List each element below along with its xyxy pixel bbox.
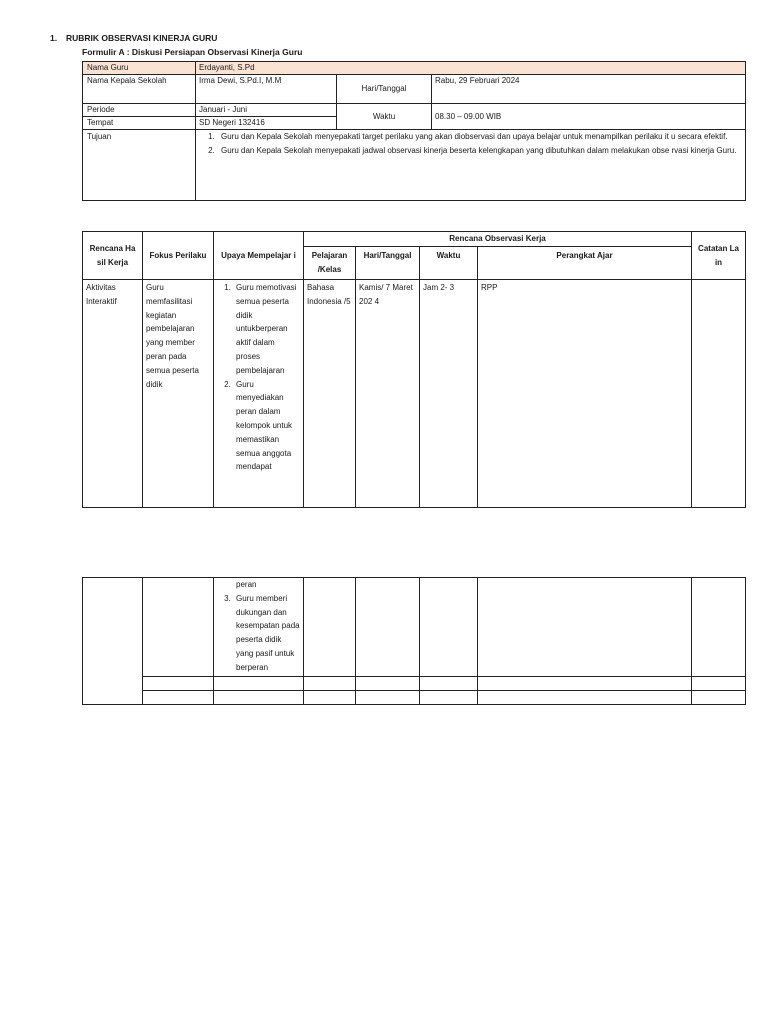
empty-cell	[143, 690, 214, 704]
tujuan-item: 2. Guru dan Kepala Sekolah menyepakati jadwal observasi kinerja beserta kelengkapan yang dibutuhkan dalam melakukan obse rvasi kinerja Guru.	[217, 144, 742, 158]
empty-cell	[304, 690, 356, 704]
table-row	[83, 62, 746, 75]
hari-tanggal-value: Rabu, 29 Februari 2024	[432, 75, 746, 104]
tujuan-item: 1. Guru dan Kepala Sekolah menyepakati target perilaku yang akan diobservasi dan upaya belajar untuk menampilkan perilaku it u secara efektif.	[217, 130, 742, 144]
upaya-cell	[214, 578, 304, 677]
table-row	[83, 130, 746, 201]
upaya-list	[217, 592, 300, 675]
fokus-cell	[143, 578, 214, 677]
kepala-sekolah-value: Irma Dewi, S.Pd.I, M.M	[196, 75, 337, 104]
hari-cell	[356, 578, 420, 677]
col-header-waktu: Waktu	[420, 247, 478, 280]
empty-cell	[356, 690, 420, 704]
pelajaran-cell: Bahasa Indonesia /5	[304, 280, 356, 508]
waktu-label: Waktu	[337, 104, 432, 130]
col-header-rencana-observasi: Rencana Observasi Kerja	[304, 232, 692, 247]
empty-cell	[420, 690, 478, 704]
table-row	[83, 280, 746, 508]
table-row	[83, 676, 746, 690]
form-subheading: Formulir A : Diskusi Persiapan Observasi Kinerja Guru	[82, 47, 303, 57]
upaya-list	[217, 281, 300, 474]
empty-cell	[692, 676, 746, 690]
perangkat-cell: RPP	[478, 280, 692, 508]
table-row	[83, 578, 746, 677]
waktu-cell	[420, 578, 478, 677]
table-row	[83, 104, 746, 117]
catatan-cell	[692, 280, 746, 508]
kepala-sekolah-label: Nama Kepala Sekolah	[83, 75, 196, 104]
col-header-hari: Hari/Tanggal	[356, 247, 420, 280]
tujuan-label: Tujuan	[83, 130, 196, 201]
empty-cell	[214, 690, 304, 704]
table-row	[83, 690, 746, 704]
upaya-cell	[214, 280, 304, 508]
fokus-cell: Guru memfasilitasi kegiatan pembelajaran yang member peran pada semua peserta didik	[143, 280, 214, 508]
hari-tanggal-label: Hari/Tanggal	[337, 75, 432, 104]
rencana-hasil-cell	[83, 578, 143, 705]
hari-cell: Kamis/ 7 Maret 202 4	[356, 280, 420, 508]
nama-guru-value: Erdayanti, S.Pd	[196, 62, 746, 75]
empty-cell	[692, 690, 746, 704]
empty-cell	[304, 676, 356, 690]
empty-cell	[143, 676, 214, 690]
teacher-info-table	[82, 61, 746, 201]
col-header-perangkat: Perangkat Ajar	[478, 247, 692, 280]
upaya-item: 3. Guru memberi dukungan dan kesempatan pada peserta didik yang pasif untuk berperan	[233, 592, 300, 675]
header-row	[83, 232, 746, 247]
empty-cell	[478, 690, 692, 704]
col-header-rencana-hasil: Rencana Ha sil Kerja	[83, 232, 143, 280]
tujuan-list	[199, 130, 742, 158]
nama-guru-label: Nama Guru	[83, 62, 196, 75]
periode-label: Periode	[83, 104, 196, 117]
upaya-item: 1. Guru memotivasi semua peserta didik untukberperan aktif dalam proses pembelajaran	[233, 281, 300, 378]
empty-cell	[420, 676, 478, 690]
col-header-pelajaran: Pelajaran /Kelas	[304, 247, 356, 280]
catatan-cell	[692, 578, 746, 677]
col-header-catatan: Catatan La in	[692, 232, 746, 280]
tujuan-list-cell	[196, 130, 746, 201]
section-heading	[50, 33, 217, 43]
section-title: RUBRIK OBSERVASI KINERJA GURU	[66, 33, 218, 43]
upaya-item: 2. Guru menyediakan peran dalam kelompok untuk memastikan semua anggota mendapat	[233, 378, 300, 475]
empty-cell	[478, 676, 692, 690]
tempat-label: Tempat	[83, 117, 196, 130]
rencana-hasil-cell: Aktivitas Interaktif	[83, 280, 143, 508]
empty-cell	[356, 676, 420, 690]
perangkat-cell	[478, 578, 692, 677]
col-header-upaya: Upaya Mempelajar i	[214, 232, 304, 280]
col-header-fokus: Fokus Perilaku	[143, 232, 214, 280]
waktu-cell: Jam 2- 3	[420, 280, 478, 508]
waktu-value: 08.30 – 09.00 WIB	[432, 104, 746, 130]
table-row	[83, 75, 746, 104]
observation-plan-continuation-table	[82, 577, 746, 705]
pelajaran-cell	[304, 578, 356, 677]
empty-cell	[214, 676, 304, 690]
periode-value: Januari - Juni	[196, 104, 337, 117]
tempat-value: SD Negeri 132416	[196, 117, 337, 130]
section-number: 1.	[50, 33, 58, 43]
upaya-continued-text: peran	[236, 580, 257, 589]
observation-plan-table	[82, 231, 746, 508]
